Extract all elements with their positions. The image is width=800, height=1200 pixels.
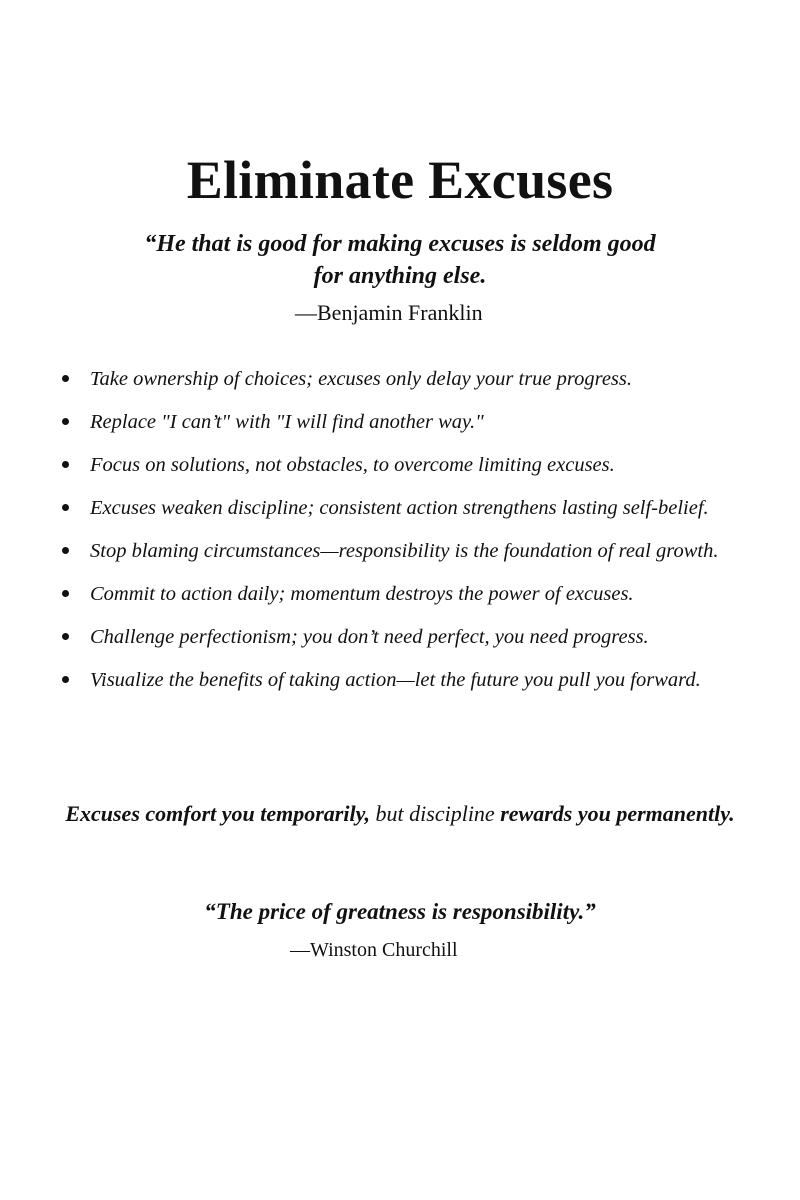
bullet-dot-icon xyxy=(62,461,69,468)
bullet-dot-icon xyxy=(62,418,69,425)
closing-statement-part-3: rewards you permanently. xyxy=(500,801,735,826)
list-item-text: Challenge perfectionism; you don’t need perfect, you need progress. xyxy=(90,626,649,648)
list-item xyxy=(60,622,760,652)
list-item-text: Visualize the benefits of taking action—let the future you pull you forward. xyxy=(90,669,701,691)
opening-quote-author: —Benjamin Franklin xyxy=(295,300,483,325)
opening-quote-line-2: for anything else. xyxy=(313,263,487,289)
closing-statement-part-1: Excuses comfort you temporarily, xyxy=(65,801,371,826)
bullet-dot-icon xyxy=(62,633,69,640)
bullet-dot-icon xyxy=(62,676,69,683)
list-item xyxy=(60,493,760,523)
closing-quote-author: —Winston Churchill xyxy=(290,939,458,961)
bullet-dot-icon xyxy=(62,504,69,511)
bullet-list xyxy=(60,364,760,708)
list-item-text: Excuses weaken discipline; consistent action strengthens lasting self-belief. xyxy=(90,497,709,519)
list-item xyxy=(60,579,760,609)
closing-statement-part-2: but discipline xyxy=(370,801,501,826)
list-item xyxy=(60,665,760,695)
list-item-text: Take ownership of choices; excuses only delay your true progress. xyxy=(90,368,633,390)
list-item-text: Commit to action daily; momentum destroys the power of excuses. xyxy=(90,583,634,605)
page-title: Eliminate Excuses xyxy=(186,150,614,210)
opening-quote xyxy=(60,228,740,292)
closing-quote: “The price of greatness is responsibility.” xyxy=(204,899,596,924)
list-item-text: Focus on solutions, not obstacles, to overcome limiting excuses. xyxy=(90,454,615,476)
list-item xyxy=(60,407,760,437)
bullet-dot-icon xyxy=(62,375,69,382)
list-item xyxy=(60,536,760,566)
opening-quote-line-1: “He that is good for making excuses is seldom good xyxy=(144,231,656,257)
bullet-dot-icon xyxy=(62,547,69,554)
bullet-dot-icon xyxy=(62,590,69,597)
list-item xyxy=(60,450,760,480)
list-item-text: Stop blaming circumstances—responsibility is the foundation of real growth. xyxy=(90,540,719,562)
list-item xyxy=(60,364,760,394)
closing-statement xyxy=(60,798,740,830)
list-item-text: Replace "I can’t" with "I will find another way." xyxy=(90,411,484,433)
